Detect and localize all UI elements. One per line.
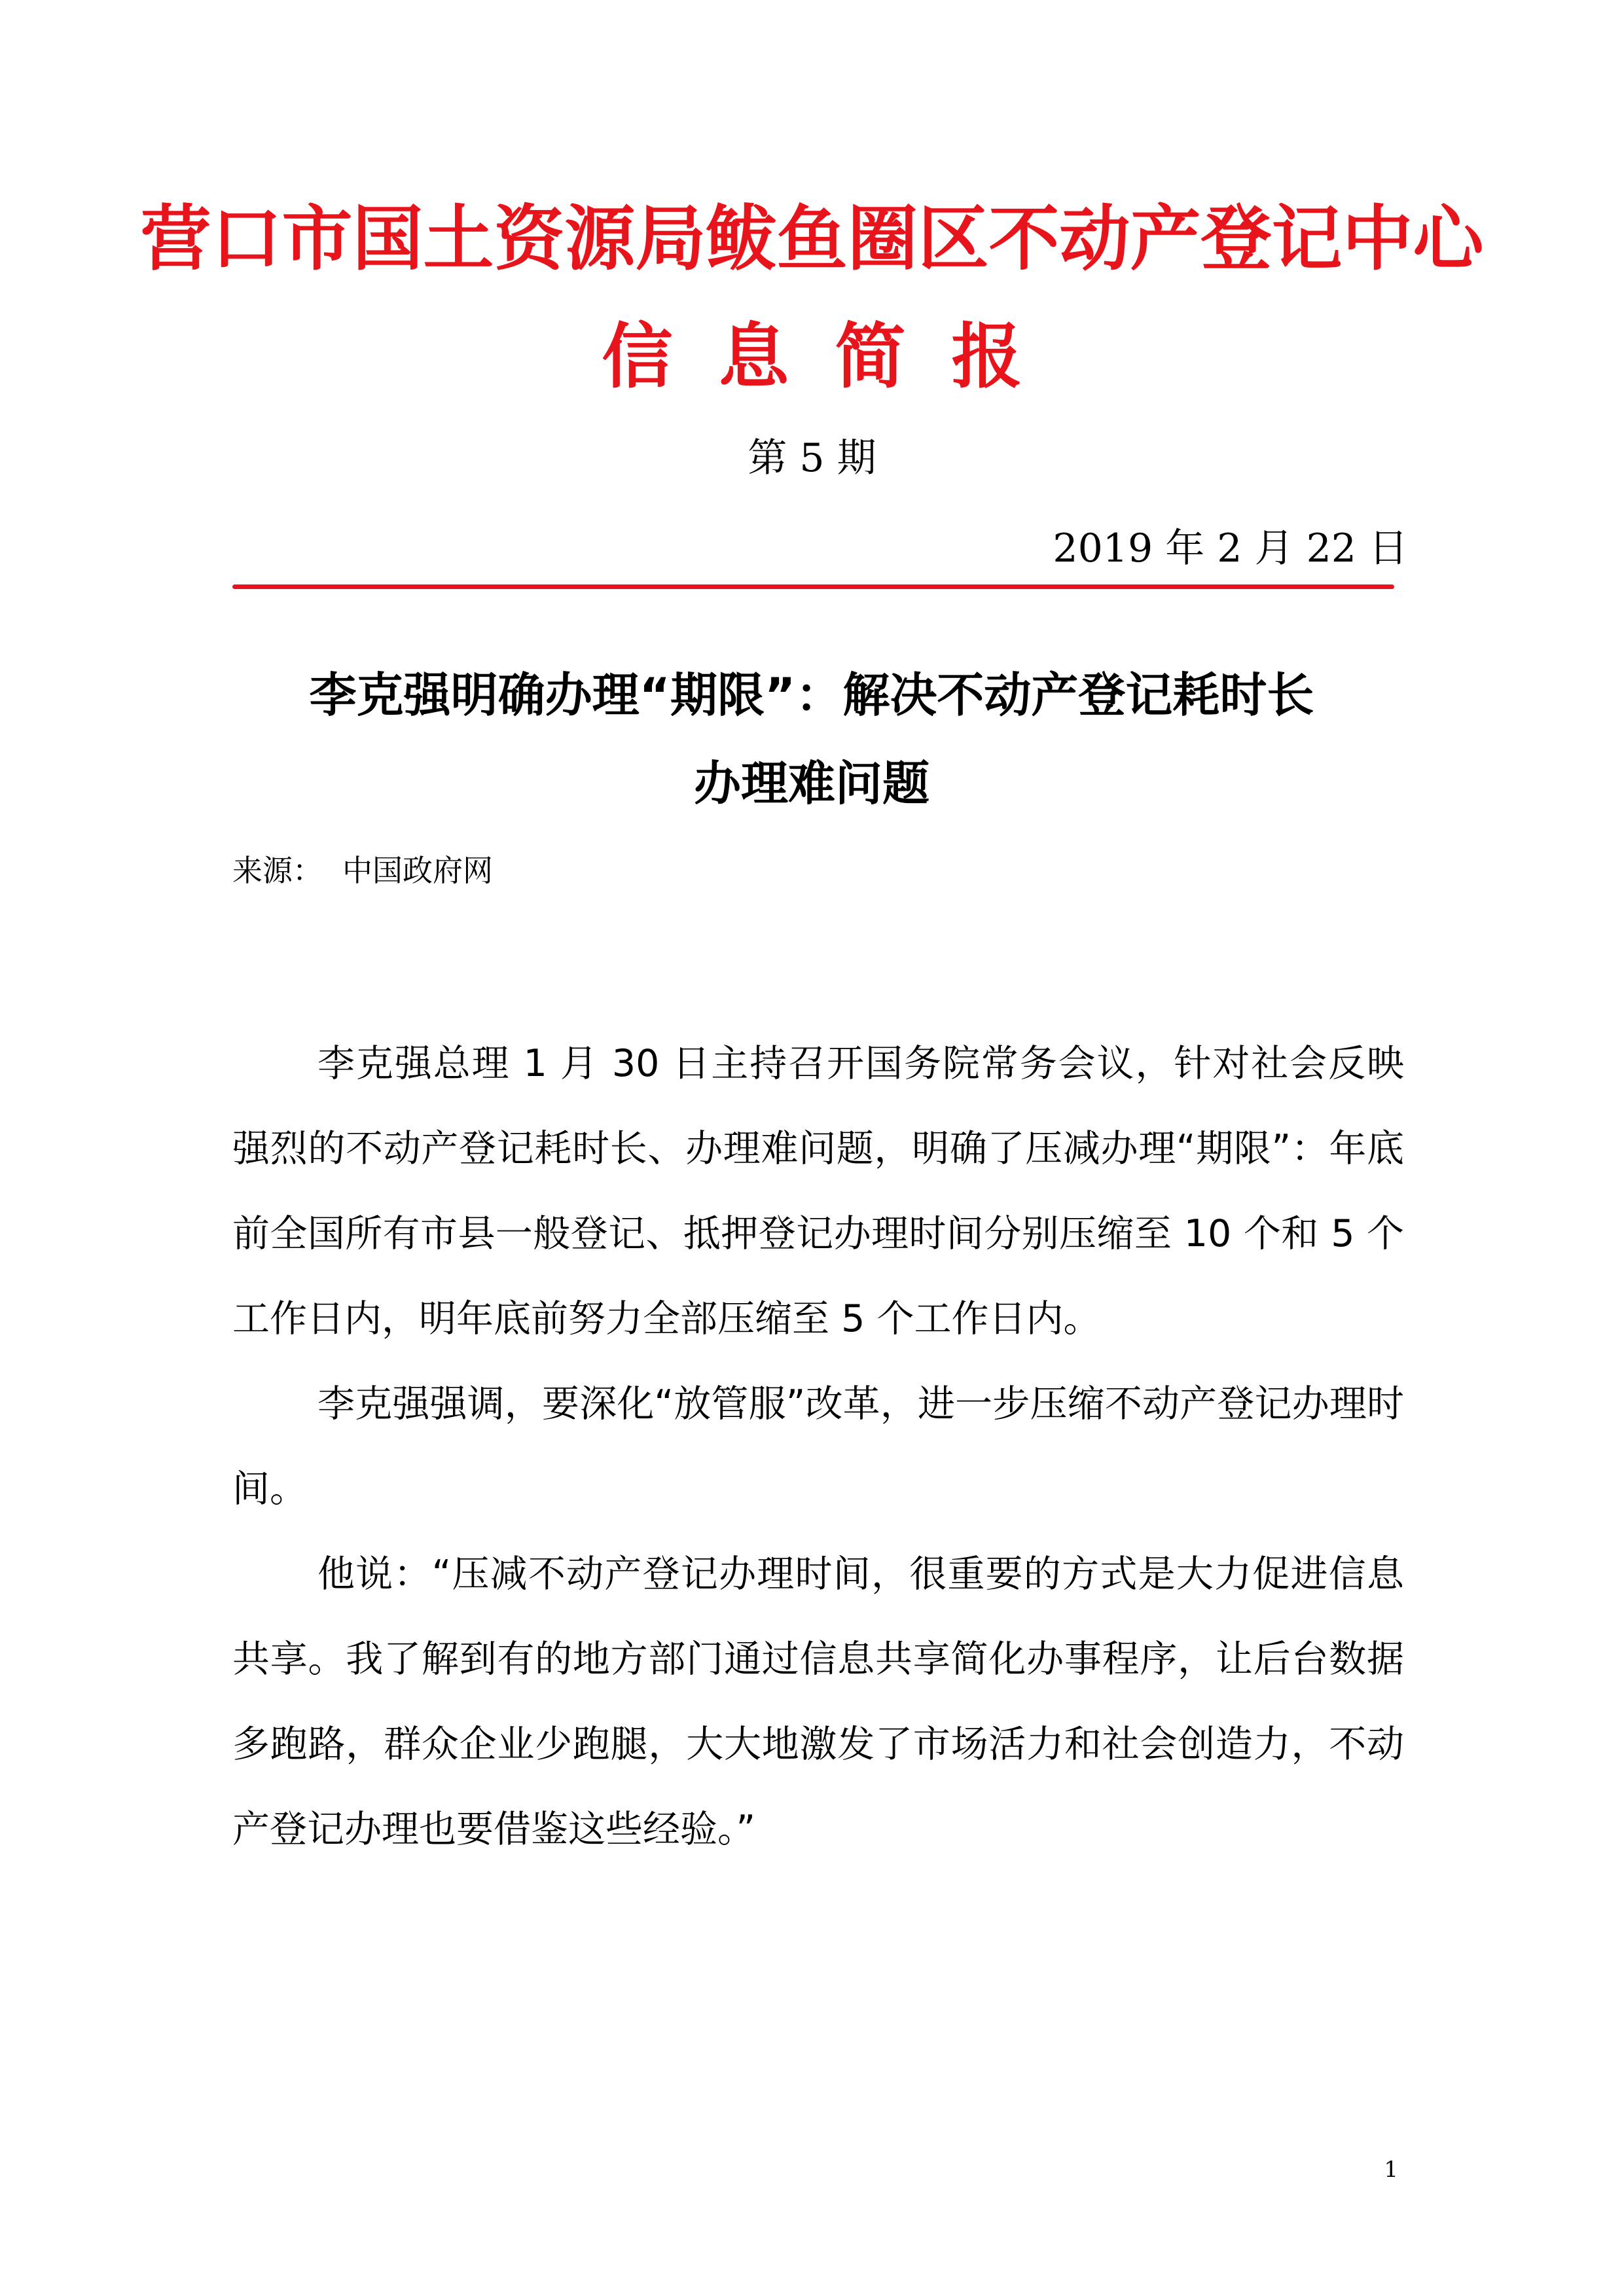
organization-title: 营口市国土资源局鲅鱼圈区不动产登记中心: [140, 198, 1484, 280]
issue-date: 2019 年 2 月 22 日: [1053, 526, 1408, 571]
article-body: [232, 1021, 1404, 1872]
bulletin-title: 信息简报: [602, 315, 1068, 398]
article-source: [232, 848, 493, 893]
body-paragraph: 李克强总理 1 月 30 日主持召开国务院常务会议，针对社会反映强烈的不动产登记耗时长、办理难问题，明确了压减办理“期限”：年底前全国所有市县一般登记、抵押登记办理时间分别压缩至 10 个和 5 个工作日内，明年底前努力全部压缩至 5 个工作日内。: [232, 1042, 1404, 1340]
red-divider-line: [232, 584, 1394, 589]
issue-number: 第 5 期: [748, 435, 876, 481]
article-title: [216, 651, 1407, 828]
page-number: 1: [1384, 2157, 1398, 2183]
article-title-line-2: 办理难问题: [693, 756, 929, 811]
source-label: 来源：: [232, 853, 323, 888]
source-value: 中国政府网: [342, 853, 493, 888]
article-title-line-1: 李克强明确办理“期限”：解决不动产登记耗时长: [309, 668, 1314, 723]
body-paragraph: 李克强强调，要深化“放管服”改革，进一步压缩不动产登记办理时间。: [232, 1382, 1404, 1511]
body-paragraph: 他说：“压减不动产登记办理时间，很重要的方式是大力促进信息共享。我了解到有的地方部门通过信息共享简化办事程序，让后台数据多跑路，群众企业少跑腿，大大地激发了市场活力和社会创造力，不动产登记办理也要借鉴这些经验。”: [232, 1552, 1404, 1851]
